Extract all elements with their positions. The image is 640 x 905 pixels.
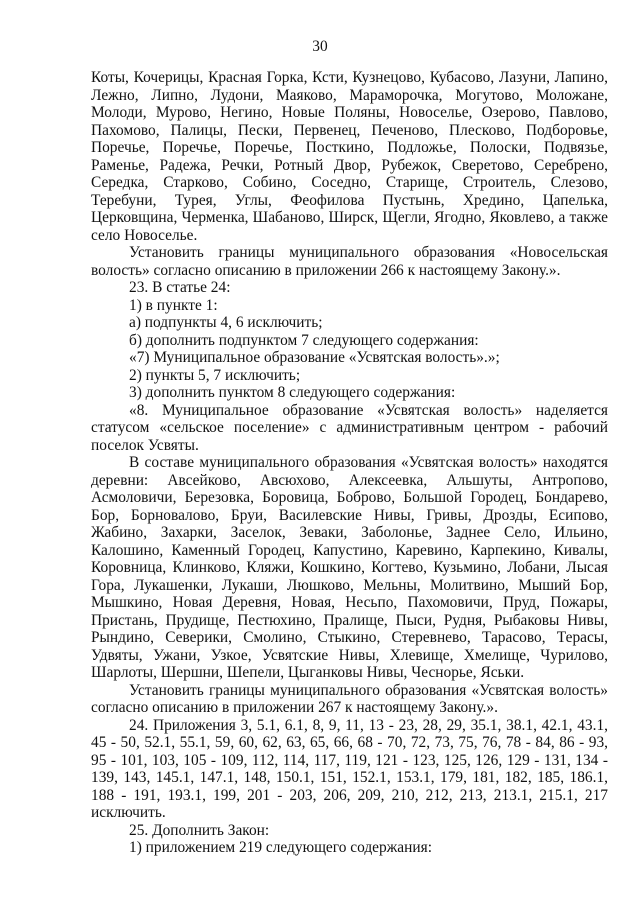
item-3: 3) дополнить пунктом 8 следующего содержания: — [129, 384, 456, 401]
boundary-paragraph-novoselskaya: Установить границы муниципального образования «Новосельская волость» согласно описанию в приложении 266 к настоящему Закону.». — [91, 244, 608, 279]
item-1-point-1: 1) в пункте 1: — [129, 296, 218, 314]
article-24-heading: 23. В статье 24: — [129, 279, 231, 296]
subitem-7-text: «7) Муниципальное образование «Усвятская волость».»; — [129, 349, 500, 366]
point-8-text: «8. Муниципальное образование «Усвятская волость» наделяется статусом «сельское поселение» с административным центром - рабочий поселок Усвяты. — [91, 401, 608, 454]
usvyatskaya-villages-list: В составе муниципального образования «Усвятская волость» находятся деревни: Авсейково, Авсюхово, Алексеевка, Альшуты, Антропово, Асмоловичи, Березовка, Боровица, Боброво, Большой Городец, Бондарево, Бор, Борновалово, Бруи, Василевские Нивы, Гривы, Дрозды, Есипово, Жабино, Захарки, Заселок, Зеваки, Заболонье, Заднее Село, Ильино, Калошино, Каменный Городец, Капустино, Каревино, Карпекино, Кивалы, Коровница, Клинково, Кляжи, Кошкино, Когтево, Кузьмино, Лобани, Лысая Гора, Лукашенки, Лукаши, Люшково, Мельны, Молитвино, Мыший Бор, Мышкино, Новая Деревня, Новая, Несьпо, Пахомовичи, Пруд, Пожары, Пристань, Прудище, Пестюхино, Пралище, Пыси, Рудня, Рыбаковы Нивы, Рындино, Северики, Смолино, Стыкино, Стеревнево, Тарасово, Терасы, Удвяты, Ужани, Узкое, Усвятские Нивы, Хлевище, Хмелище, Чурилово, Шарлоты, Шершни, Шепели, Цыганковы Нивы, Чеснорье, Яськи. — [91, 454, 608, 681]
subitem-b: б) дополнить подпунктом 7 следующего содержания: — [129, 331, 479, 349]
item-25-heading: 25. Дополнить Закон: — [129, 821, 270, 839]
item-24-appendices: 24. Приложения 3, 5.1, 6.1, 8, 9, 11, 13 - 23, 28, 29, 35.1, 38.1, 42.1, 43.1, 45 - 50, 52.1, 55.1, 59, 60, 62, 63, 65, 66, 68 - 70, 72, 73, 75, 76, 78 - 84, 86 - 93, 95 - 101, 103, 105 - 109, 112, 114, 117, 119, 121 - 123, 125, 126, 129 - 131, 134 - 139, 143, 145.1, 147.1, 148, 150.1, 151, 152.1, 153.1, 179, 181, 182, 185, 186.1, 188 - 191, 193.1, 199, 201 - 203, 206, 209, 210, 212, 213, 213.1, 215.1, 217 исключить. — [91, 716, 608, 821]
page-number: 30 — [312, 38, 328, 55]
document-body — [91, 69, 608, 857]
item-25-subitem-1: 1) приложением 219 следующего содержания: — [129, 839, 432, 856]
boundary-paragraph-usvyatskaya: Установить границы муниципального образования «Усвятская волость» согласно описанию в приложении 267 к настоящему Закону.». — [91, 681, 608, 716]
subitem-a: а) подпункты 4, 6 исключить; — [129, 314, 323, 331]
item-2: 2) пункты 5, 7 исключить; — [129, 366, 301, 384]
village-list-continuation: Коты, Кочерицы, Красная Горка, Ксти, Кузнецово, Кубасово, Лазуни, Лапино, Лежно, Липно, Лудони, Маяково, Мараморочка, Могутово, Моложане, Молоди, Мурово, Негино, Новые Поляны, Новоселье, Озерово, Павлово, Пахомово, Палицы, Пески, Первенец, Печеново, Плесково, Подборовье, Поречье, Поречье, Поречье, Посткино, Подложье, Полоски, Подвязье, Раменье, Радежа, Речки, Ротный Двор, Рубежок, Сверетово, Серебрено, Середка, Старково, Собино, Соседно, Старище, Строитель, Слезово, Теребуни, Турея, Углы, Феофилова Пустынь, Хредино, Цапелька, Церковщина, Черменка, Шабаново, Ширск, Щегли, Ягодно, Яковлево, а также село Новоселье. — [91, 69, 608, 244]
